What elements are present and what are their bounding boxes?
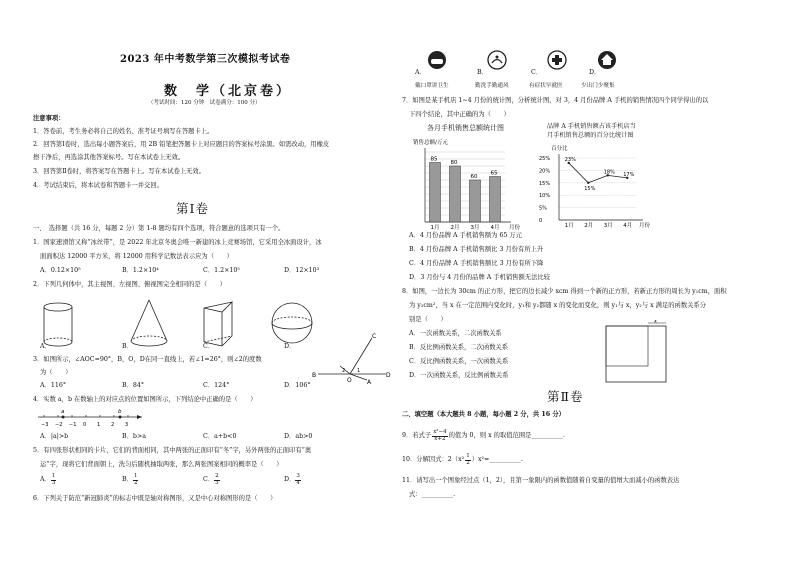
cylinder-shape <box>44 303 72 346</box>
part1-title: 第Ⅰ卷 <box>176 201 209 216</box>
line-chart-category-label: 1月 <box>564 223 574 229</box>
q7-text: 下四个结论，其中正确的为（ ） <box>409 111 510 118</box>
q8-square-figure <box>602 320 672 384</box>
option-letter: D． <box>284 475 296 483</box>
q4-text: 4．实数 a，b 在数轴上的对应点的位置如图所示，下列结论中正确的是（ ） <box>33 396 257 403</box>
point-a-marker <box>62 416 65 419</box>
q5-option <box>284 474 301 486</box>
line-chart-ytick-label: 5% <box>539 205 547 212</box>
numerator: 3 <box>296 473 300 479</box>
line-chart-data-label: 18% <box>603 169 615 176</box>
q7-option-c: C．4 月份品牌 A 手机销售额比 3 月份有所下降 <box>409 260 544 267</box>
q9-fraction <box>432 430 447 442</box>
q10-denominator: 2 <box>466 459 470 466</box>
q5-option <box>40 474 56 486</box>
line-chart <box>537 142 657 231</box>
part2-title: 第Ⅱ卷 <box>547 389 584 404</box>
bar-chart-category-label: 2月 <box>450 225 460 231</box>
q8-option-c: C．反比例函数关系，一次函数关系 <box>409 358 509 365</box>
q6-option-d: D． <box>589 69 601 76</box>
number-line-tick-label: −3 <box>41 422 49 428</box>
q4-option-a: A．|a|>b <box>40 433 69 440</box>
q3-point-a: A <box>367 379 372 384</box>
q2-solids-figure <box>36 298 356 350</box>
bar-chart-data-label: 80 <box>450 160 458 166</box>
line-chart-data-label: 15% <box>584 185 596 192</box>
q9-denominator: x+2 <box>434 435 446 442</box>
q3-option-b: B．84° <box>122 382 145 389</box>
denominator: 3 <box>51 479 56 486</box>
bar-chart-data-label: 60 <box>470 174 478 180</box>
q5-option <box>203 474 220 486</box>
q3-point-c: C <box>372 333 377 340</box>
q3-option-c: C．124° <box>203 382 230 389</box>
q1-option-a: A．0.12×10⁵ <box>40 267 81 274</box>
q6-caption-b: 勤洗手勤通风 <box>475 83 509 89</box>
q3-angle-figure <box>310 330 392 384</box>
q6-caption-d: 少出门少聚集 <box>581 83 615 89</box>
q10-fraction <box>465 454 471 466</box>
q3-angle-2: 2 <box>342 368 346 374</box>
q6-option-c: C． <box>531 69 543 76</box>
q2-label-a: A． <box>40 343 51 350</box>
q10-post: ）x²=__________. <box>471 455 523 463</box>
q2-text: 2．下列几何体中，其主视图、左视图、俯视图完全相同的是（ ） <box>33 281 226 288</box>
q3-point-b: B <box>312 372 317 379</box>
bar-chart-category-label: 1月 <box>430 225 440 231</box>
line-chart-category-label: 3月 <box>603 223 613 229</box>
q8-text: 8．如图，一边长为 30cm 的正方形，把它的边长减少 xcm 得到一个新的正方形，若新正方形的周长为 y₁cm，面积 <box>402 288 727 295</box>
q8-x-label: x <box>654 320 657 325</box>
bar-chart-xlabel: 月份 <box>509 225 521 231</box>
bar-chart <box>407 136 527 231</box>
q10-numerator: 1 <box>466 453 470 459</box>
bar-chart-title: 各月手机销售总额统计图 <box>427 124 504 132</box>
q6-option-a: A． <box>415 69 426 76</box>
q8-option-a: A．一次函数关系，二次函数关系 <box>409 330 502 337</box>
exam-meta: （考试时间：120 分钟 试卷满分：100 分） <box>148 100 261 106</box>
line-chart-ylabel: 百分比 <box>551 146 568 152</box>
q1-option-b: B．1.2×10⁴ <box>122 267 159 274</box>
number-line-tick-label: 3 <box>125 422 129 428</box>
fraction <box>214 474 220 486</box>
point-b-marker <box>119 416 122 419</box>
q7-option-d: D．3 月份与 4 月份的品牌 A 手机销售额无法比较 <box>409 274 550 281</box>
q8-text: 为 y₂cm²，当 x 在一定范围内变化时，y₁和 y₂都随 x 的变化而变化，则 y₁与 x，y₂与 x 满足的函数关系分 <box>409 302 707 309</box>
q1-option-d: D．12×10³ <box>284 267 320 274</box>
q2-label-c: C． <box>203 343 215 350</box>
fraction <box>51 474 57 486</box>
bar-chart-bar <box>470 180 481 222</box>
line-chart-point <box>587 182 589 184</box>
q11-text: 11．请写出一个图象经过点（1，2），且第一象限内的函数值随着自变量的值增大而减小的函数表达 <box>402 477 680 484</box>
q2-label-d: D． <box>284 343 296 350</box>
q10-pre: 10．分解因式：2（x² <box>402 455 465 463</box>
cone-shape <box>131 300 167 346</box>
q6-option-b: B． <box>477 69 488 76</box>
number-line-tick-label: 1 <box>97 422 101 428</box>
q3-text: 为（ ） <box>40 369 72 376</box>
notice-item: 4．考试结束后，将本试卷和答题卡一并交回。 <box>33 182 163 189</box>
line-chart-series-line <box>569 163 628 183</box>
part2-instruction: 二、填空题（本大题共 8 小题，每小题 2 分，共 16 分） <box>402 411 565 418</box>
line-chart-ytick-label: 25% <box>539 156 551 162</box>
medical-cross-icon <box>548 51 566 69</box>
number-line-tick-label: 2 <box>111 422 115 428</box>
q3-text: 3．如图所示，∠AOC=90°，B，O，D在同一直线上，若∠1=26°，则∠2的度数 <box>33 356 262 363</box>
line-chart-xlabel: 月份 <box>639 223 651 229</box>
q8-option-b: B．反比例函数关系，二次函数关系 <box>409 344 509 351</box>
q3-option-a: A．116° <box>40 382 67 389</box>
notice-item: 擦干净后，再选涂其他答案标号。写在本试卷上无效。 <box>33 154 185 161</box>
stay-home-icon <box>598 51 616 69</box>
bar-chart-category-label: 3月 <box>470 225 480 231</box>
q3-angle-1: 1 <box>357 368 361 374</box>
right-column <box>397 0 794 562</box>
q6-text: 6．下列关于防范“新冠肺炎”的标志中既是轴对称图形，又是中心对称图形的是（ ） <box>33 495 277 502</box>
numerator: 2 <box>215 473 219 479</box>
q4-option-c: C．a+b<0 <box>203 433 237 440</box>
q6-caption-a: 戴口罩讲卫生 <box>415 83 449 89</box>
q10-line <box>402 454 523 466</box>
bar-chart-data-label: 85 <box>430 156 438 163</box>
q1-text: 面面积达 12000 平方米，将 12000 用科学记数法表示应为（ ） <box>40 253 233 260</box>
prism-shape <box>204 302 232 346</box>
line-chart-ytick-label: 15% <box>539 180 551 187</box>
line-chart-ytick-label: 0 <box>539 218 543 224</box>
denominator: 4 <box>296 479 300 486</box>
bar-chart-bar <box>490 177 501 223</box>
q5-option <box>122 474 138 486</box>
line-chart-ytick-label: 20% <box>539 168 551 175</box>
hand-wash-icon <box>488 51 506 69</box>
q9-line <box>402 430 565 442</box>
q9-post: 的值为 0，则 x 的取值范围是__________. <box>448 431 565 439</box>
q4-number-line <box>36 405 146 431</box>
q5-text: 运”字，现将它们背面朝上，洗匀后随机抽取两张，那么两张图案相同的概率是（ ） <box>40 461 283 468</box>
numerator: 1 <box>133 473 138 479</box>
bar-chart-bar <box>430 163 441 223</box>
line-chart-data-label: 23% <box>564 156 576 163</box>
bar-chart-category-label: 4月 <box>490 225 500 231</box>
fraction <box>133 474 139 486</box>
q11-text: 式：__________. <box>409 491 456 498</box>
numerator: 1 <box>51 473 56 479</box>
option-letter: C． <box>203 475 215 483</box>
q4-option-b: B．b>a <box>122 433 146 440</box>
subject-title: 数 学（北京卷） <box>164 84 293 99</box>
q2-label-b: B． <box>122 343 133 350</box>
line-chart-title-1: 品牌 A 手机销售额占该手机店当 <box>547 123 636 130</box>
fraction <box>295 474 301 486</box>
mask-face-icon <box>428 51 446 69</box>
bar-chart-ylabel: 销售总额/万元 <box>413 140 448 146</box>
notice-item: 2．回答第Ⅰ卷时，选出每小题答案后，用 2B 铅笔把答题卡上对应题目的答案标号涂黑。如需改动，用橡皮 <box>33 141 330 148</box>
bar-chart-data-label: 65 <box>490 170 498 177</box>
notice-heading: 注意事项： <box>33 115 65 122</box>
q3-option-d: D．106° <box>284 382 311 389</box>
number-line-tick-label: −2 <box>55 422 63 428</box>
q3-point-d: D <box>386 372 391 379</box>
q9-numerator: x²−4 <box>433 429 447 435</box>
q7-option-a: A．4 月份品牌 A 手机销售额为 65 万元 <box>409 232 522 239</box>
line-chart-category-label: 4月 <box>623 223 633 229</box>
q7-text: 7．如图是某手机店 1~4 月份的统计图，分析统计图，对 3，4 月份品牌 A 手机的销售情况四个同学得出的以 <box>402 97 709 104</box>
denominator: 3 <box>215 479 219 486</box>
q8-text: 别是（ ） <box>409 316 447 323</box>
sphere-shape <box>272 303 312 343</box>
point-b-label: b <box>118 409 122 415</box>
notice-item: 1．答卷前，考生务必将自己的姓名、准考证号填写在答题卡上。 <box>33 128 214 135</box>
point-a-label: a <box>61 409 65 415</box>
denominator: 2 <box>133 479 138 486</box>
q6-icons <box>417 50 617 72</box>
q6-caption-c: 有症状早就医 <box>529 83 563 89</box>
q1-text: 1．国家速滑馆又称“冰丝带”，是 2022 年北京冬奥会唯一新建的冰上竞赛场馆，它采用全冰面设计，冰 <box>33 239 322 246</box>
paper-title: 2023 年中考数学第三次模拟考试卷 <box>120 54 291 65</box>
q5-text: 5．有四张形状相同的卡片，它们的背面相同，其中两张的正面印有“冬”字，另外两张的正面印有“奥 <box>33 447 312 454</box>
line-chart-ytick-label: 10% <box>539 193 551 200</box>
option-letter: B． <box>122 475 133 483</box>
q8-option-d: D．一次函数关系，反比例函数关系 <box>409 372 509 379</box>
line-chart-category-label: 2月 <box>584 223 594 229</box>
notice-item: 3．回答第Ⅱ卷时，将答案写在答题卡上。写在本试卷上无效。 <box>33 168 206 175</box>
bar-chart-bar <box>450 166 461 222</box>
q4-option-d: D．ab>0 <box>284 433 313 440</box>
number-line-tick-label: −1 <box>69 422 77 428</box>
line-chart-title-2: 月手机销售总额的百分比统计图 <box>547 132 634 139</box>
q7-option-b: B．4 月份品牌 A 手机销售额比 3 月份有所上升 <box>409 246 544 253</box>
q3-point-o: O <box>347 377 352 384</box>
number-line-tick-label: 0 <box>83 422 87 428</box>
line-chart-data-label: 17% <box>623 171 635 178</box>
part1-instruction: 一、 选择题（共 16 分，每题 2 分）第 1-8 题均有四个选项，符合题意的选项只有一个。 <box>33 225 285 232</box>
q1-option-c: C．1.2×10⁵ <box>203 267 240 274</box>
q9-pre: 9．若式子 <box>402 431 432 439</box>
option-letter: A． <box>40 475 51 483</box>
